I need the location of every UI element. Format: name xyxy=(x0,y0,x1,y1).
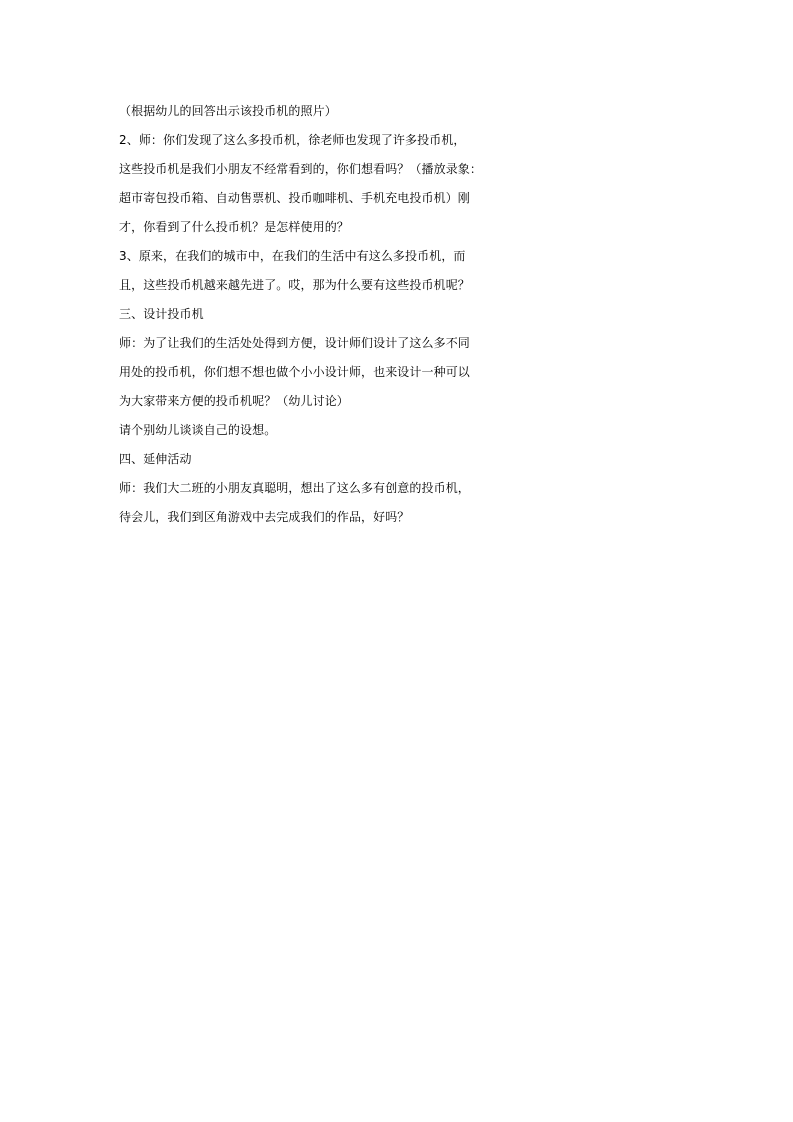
text-line: 这些投币机是我们小朋友不经常看到的，你们想看吗？（播放录象： xyxy=(119,162,483,176)
text-line: 待会儿，我们到区角游戏中去完成我们的作品，好吗？ xyxy=(119,510,410,524)
text-line: 为大家带来方便的投币机呢？（幼儿讨论） xyxy=(119,394,349,408)
text-line: 才，你看到了什么投币机？是怎样使用的？ xyxy=(119,220,349,234)
section-heading: 三、设计投币机 xyxy=(119,307,204,321)
text-line: 用处的投币机，你们想不想也做个小小设计师，也来设计一种可以 xyxy=(119,365,470,379)
text-line: 2、师：你们发现了这么多投币机，徐老师也发现了许多投币机， xyxy=(119,133,466,147)
text-line: 超市寄包投币箱、自动售票机、投币咖啡机、手机充电投币机）刚 xyxy=(119,191,470,205)
text-line: 师：我们大二班的小朋友真聪明，想出了这么多有创意的投币机， xyxy=(119,481,470,495)
text-line: 请个别幼儿谈谈自己的设想。 xyxy=(119,423,277,437)
text-line: （根据幼儿的回答出示该投币机的照片） xyxy=(119,104,337,118)
text-line: 且，这些投币机越来越先进了。哎，那为什么要有这些投币机呢？ xyxy=(119,278,470,292)
text-line: 3、原来，在我们的城市中，在我们的生活中有这么多投币机，而 xyxy=(119,249,466,263)
text-line: 师：为了让我们的生活处处得到方便，设计师们设计了这么多不同 xyxy=(119,336,470,350)
section-heading: 四、延伸活动 xyxy=(119,452,192,466)
document-body xyxy=(119,101,499,536)
